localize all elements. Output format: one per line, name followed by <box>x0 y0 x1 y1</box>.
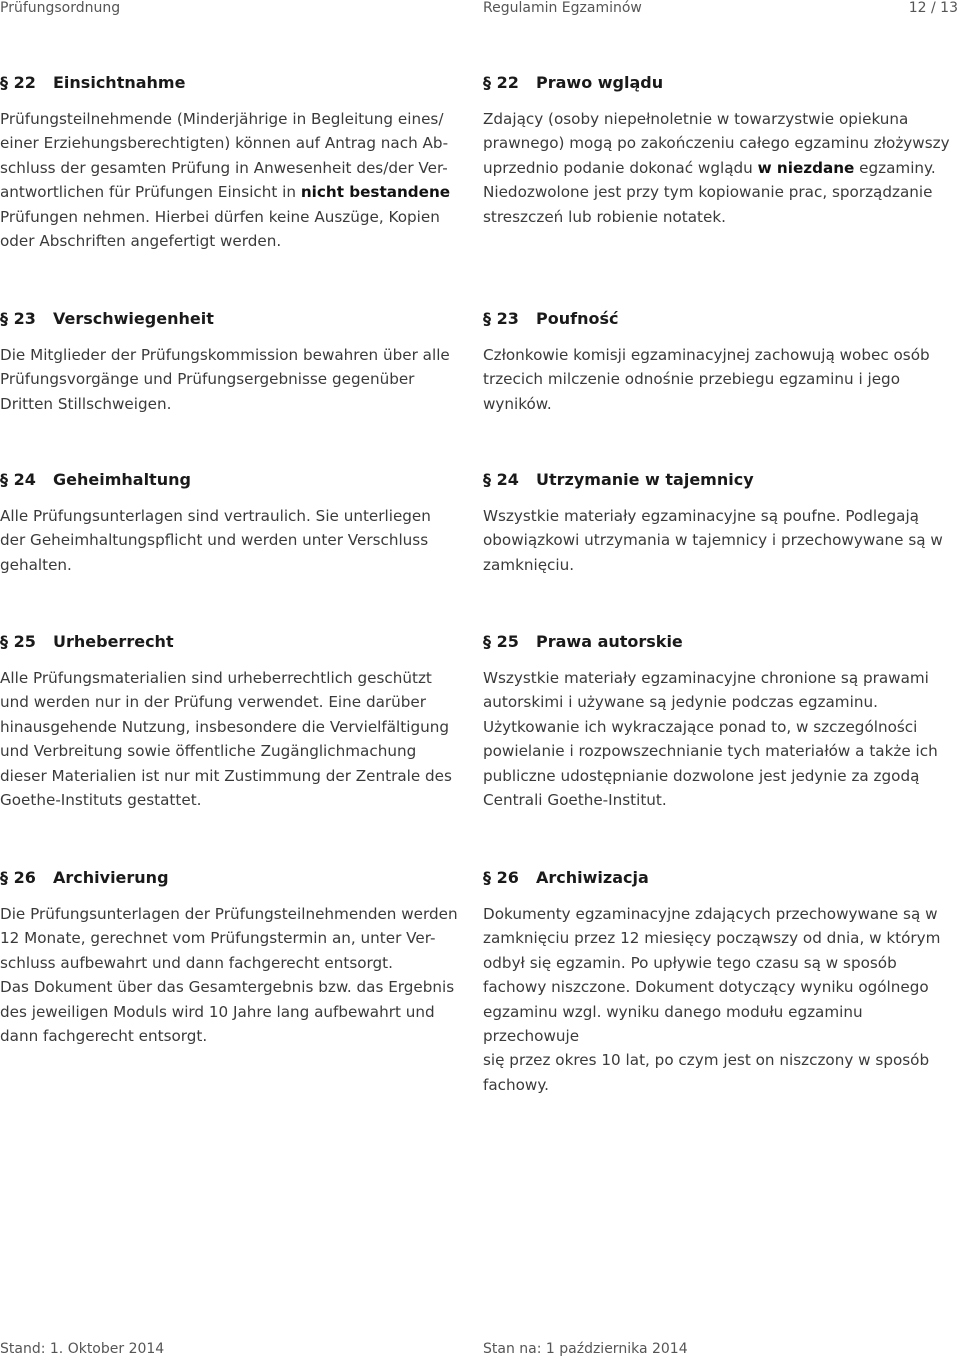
section-text: Wszystkie materiały egzaminacyjne chronione są prawami autorskimi i używane są jedynie podczas egzaminu. Użytkowanie ich wykraczające ponad to, w szczególności powielanie i rozpowszechnianie tych materiałów a także ich publiczne udostępnianie dozwolone jest jedynie za zgodą Centrali Goethe-Institut. <box>483 669 938 810</box>
page-number: 12 / 13 <box>908 0 958 16</box>
section-26-pl <box>483 868 958 1097</box>
section-heading <box>483 470 958 490</box>
section-text <box>0 107 470 253</box>
section-25-pl <box>483 632 958 812</box>
section-23-pl <box>483 309 958 416</box>
section-text <box>483 107 958 229</box>
footer-date-pl: Stan na: 1 października 2014 <box>483 1341 688 1357</box>
section-24-de <box>0 470 470 577</box>
section-26-de <box>0 868 470 1048</box>
header-document-title: Prüfungsordnung <box>0 0 121 16</box>
section-number: § 25 <box>0 632 36 651</box>
section-24-pl <box>483 470 958 577</box>
section-title: Prawa autorskie <box>536 632 683 651</box>
section-title: Archivierung <box>53 868 169 887</box>
section-text: Alle Prüfungsunterlagen sind vertraulich. Sie unterliegen der Geheimhaltungspflicht und werden unter Verschluss gehalten. <box>0 507 431 574</box>
section-text: Wszystkie materiały egzaminacyjne są poufne. Podlegają obowiązkowi utrzymania w tajemnicy i przechowywane są w zamknięciu. <box>483 507 943 574</box>
section-title: Einsichtnahme <box>53 73 186 92</box>
section-text: Członkowie komisji egzaminacyjnej zachowują wobec osób trzecich milczenie odnośnie przebiegu egzaminu i jego wyników. <box>483 346 930 413</box>
section-number: § 26 <box>483 868 519 887</box>
section-heading <box>0 309 470 329</box>
section-title: Utrzymanie w tajemnicy <box>536 470 754 489</box>
section-text: Die Prüfungsunterlagen der Prüfungsteilnehmenden werden 12 Monate, gerechnet vom Prüfungstermin an, unter Ver- schluss aufbewahrt und dann fachgerecht entsorgt. Das Dokument über das Gesamtergebnis bzw. das Ergebnis des jeweiligen Moduls wird 10 Jahre lang aufbewahrt und dann fachgerecht entsorgt. <box>0 905 458 1046</box>
section-25-de <box>0 632 470 812</box>
text-part: Prüfungen nehmen. Hierbei dürfen keine Auszüge, Kopien oder Abschriften angefertigt werden. <box>0 207 440 251</box>
bold-emphasis: nicht bestandene <box>300 183 451 202</box>
text-part: egzaminy. Niedozwolone jest przy tym kopiowanie prac, sporządzanie streszczeń lub robienie notatek. <box>483 158 936 226</box>
section-22-de <box>0 73 470 253</box>
text-part: Zdający (osoby niepełnoletnie w towarzystwie opiekuna prawnego) mogą po zakończeniu całego egzaminu złożywszy uprzednio podanie dokonać wglądu <box>483 110 950 177</box>
section-text: Dokumenty egzaminacyjne zdających przechowywane są w zamknięciu przez 12 miesięcy począwszy od dnia, w którym odbył się egzamin. Po upływie tego czasu są w sposób fachowy niszczone. Dokument dotyczący wyniku ogólnego egzaminu wzgl. wyniku danego modułu egzaminu przechowuje się przez okres 10 lat, po czym jest on niszczony w sposób fachowy. <box>483 905 941 1094</box>
section-heading <box>483 73 958 93</box>
section-title: Prawo wglądu <box>536 73 664 92</box>
section-number: § 23 <box>483 309 519 328</box>
section-title: Geheimhaltung <box>53 470 191 489</box>
section-number: § 26 <box>0 868 36 887</box>
section-heading <box>483 868 958 888</box>
section-heading <box>0 868 470 888</box>
section-number: § 24 <box>483 470 519 489</box>
section-heading <box>0 73 470 93</box>
section-heading <box>0 632 470 652</box>
section-text: Die Mitglieder der Prüfungskommission bewahren über alle Prüfungsvorgänge und Prüfungsergebnisse gegenüber Dritten Stillschweigen. <box>0 346 450 413</box>
section-number: § 24 <box>0 470 36 489</box>
section-title: Poufność <box>536 309 619 328</box>
section-heading <box>483 632 958 652</box>
section-number: § 23 <box>0 309 36 328</box>
section-heading <box>483 309 958 329</box>
footer-date-de: Stand: 1. Oktober 2014 <box>0 1341 165 1357</box>
section-title: Archiwizacja <box>536 868 649 887</box>
section-number: § 25 <box>483 632 519 651</box>
section-23-de <box>0 309 470 416</box>
section-number: § 22 <box>0 73 36 92</box>
section-text: Alle Prüfungsmaterialien sind urheberrechtlich geschützt und werden nur in der Prüfung verwendet. Eine darüber hinausgehende Nutzung, insbesondere die Vervielfältigung und Verbreitung sowie öffentliche Zugänglichmachung dieser Materialien ist nur mit Zustimmung der Zentrale des Goethe-Instituts gestattet. <box>0 669 452 810</box>
section-title: Verschwiegenheit <box>53 309 214 328</box>
section-heading <box>0 470 470 490</box>
section-number: § 22 <box>483 73 519 92</box>
bold-emphasis: w niezdane <box>757 158 855 177</box>
section-title: Urheberrecht <box>53 632 174 651</box>
text-part: Prüfungsteilnehmende (Minderjährige in Begleitung eines/ einer Erziehungsberechtigten) können auf Antrag nach Ab- schluss der gesamten Prüfung in Anwesenheit des/der Ver- antwortlichen für Prüfungen Einsicht in <box>0 110 449 202</box>
section-22-pl <box>483 73 958 229</box>
header-document-title-pl: Regulamin Egzaminów <box>483 0 642 16</box>
